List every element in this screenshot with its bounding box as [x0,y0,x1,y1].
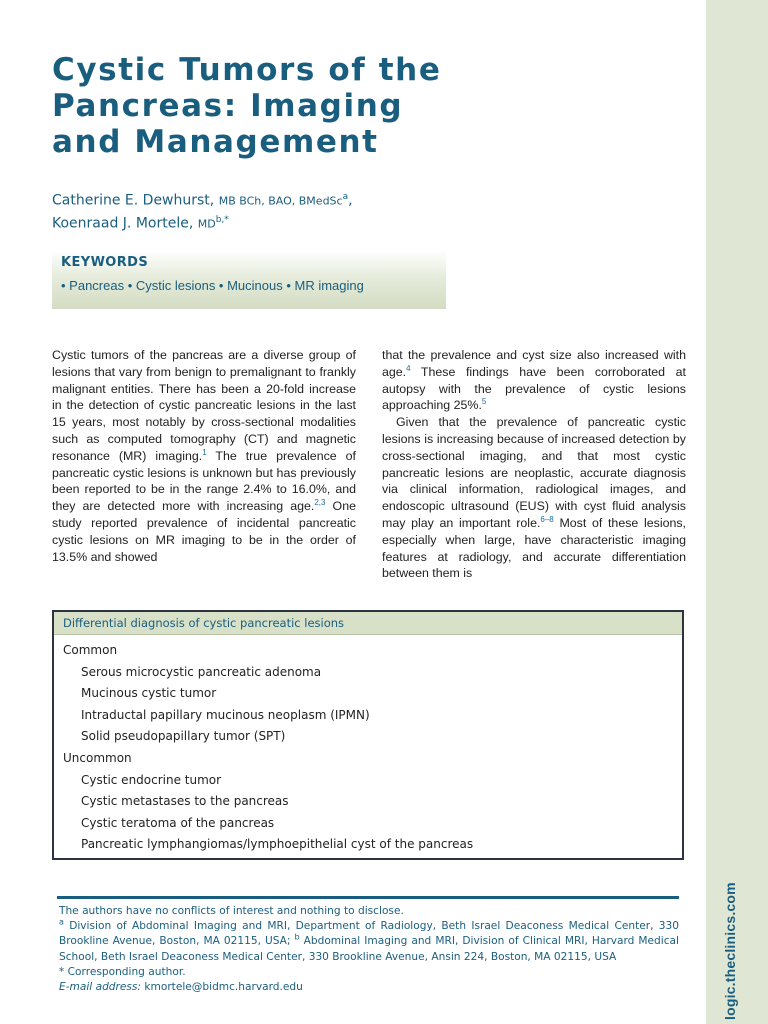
author-1-name: Catherine E. Dewhurst, [52,192,215,209]
reference-link[interactable]: 5 [481,397,487,407]
author-1-separator: , [348,192,353,209]
body-text: that the prevalence and cyst size also increased with age. [382,348,686,379]
author-2-affiliation-mark: b,* [215,214,229,225]
table-caption: Differential diagnosis of cystic pancreatic lesions [54,612,682,635]
journal-sidebar [706,0,768,1024]
title-line-3: and Management [52,124,379,160]
table-row: Solid pseudopapillary tumor (SPT) [81,729,286,744]
table-row: Cystic endocrine tumor [81,772,222,787]
body-text: One study reported prevalence of incidental pancreatic cystic lesions on MR imaging to be in the order of 13.5% and showed [52,499,356,564]
body-text: The true prevalence of pancreatic cystic lesions is unknown but has previously been reported to be in the range 2.4% to 16.0%, and they are detected more with increasing age. [52,448,356,514]
keywords-list: • Pancreas • Cystic lesions • Mucinous • MR imaging [61,278,364,293]
footnote-divider [57,896,679,899]
body-column-right [382,347,686,582]
journal-url[interactable]: logic.theclinics.com [722,882,738,1020]
title-line-1: Cystic Tumors of the [52,52,442,88]
author-2-degrees: MD [197,217,216,231]
table-row: Cystic teratoma of the pancreas [81,815,275,830]
affiliations [59,919,679,965]
keywords-heading: KEYWORDS [61,255,149,270]
email-line [59,980,679,995]
affiliation-mark-a: a [59,917,64,927]
table-row: Serous microcystic pancreatic adenoma [81,664,322,679]
affiliation-a: Division of Abdominal Imaging and MRI, Department of Radiology, Beth Israel Deaconess Medical Center, 330 Brookline Avenue, Boston, MA 02115, USA; [59,920,679,948]
footnotes [59,904,679,995]
reference-link[interactable]: 1 [202,447,207,457]
reference-link[interactable]: 2,3 [314,498,326,508]
corresponding-author: * Corresponding author. [59,965,186,978]
title-line-2: Pancreas: Imaging [52,88,404,124]
table-row: Cystic metastases to the pancreas [81,794,289,809]
body-text: These findings have been corroborated at autopsy with the prevalence of cystic lesions approaching 25%. [382,364,686,413]
table-row-group: Common [63,643,118,657]
email-link[interactable]: kmortele@bidmc.harvard.edu [141,981,303,994]
intro-paragraph-continued [382,347,686,414]
author-1-affiliation-mark: a [342,192,349,202]
author-1 [52,188,652,211]
body-text: Most of these lesions, especially when large, have characteristic imaging features at radiology, and accurate differentiation between them is [382,515,686,581]
keywords-box [52,250,446,309]
author-2 [52,211,652,234]
conflict-statement: The authors have no conflicts of interest and nothing to disclose. [59,905,404,917]
affiliation-b: Abdominal Imaging and MRI, Division of Clinical MRI, Harvard Medical School, Beth Israel Deaconess Medical Center, 330 Brookline Avenue, Ansin 224, Boston, MA 02115, USA [59,935,679,963]
table-row-group: Uncommon [63,750,132,765]
affiliation-mark-b: b [294,932,300,942]
email-label: E-mail address: [59,981,142,994]
differential-diagnosis-table [52,610,684,860]
author-2-name: Koenraad J. Mortele, [52,215,194,232]
second-paragraph [382,414,686,582]
table-body [54,635,682,856]
author-list [52,188,652,233]
body-text: Cystic tumors of the pancreas are a diverse group of lesions that vary from benign to premalignant to frankly malignant entities. There has been a 20-fold increase in the detection of cystic pancreatic lesions in the last 15 years, most notably by cross-sectional modalities such as computed tomography (CT) and magnetic resonance (MR) imaging. [52,348,356,463]
reference-link[interactable]: 6–8 [540,514,554,524]
intro-paragraph [52,347,356,565]
table-row: Pancreatic lymphangiomas/lymphoepithelial cyst of the pancreas [81,837,474,852]
body-column-left [52,347,356,565]
author-1-degrees: MB BCh, BAO, BMedSc [218,194,343,208]
reference-link[interactable]: 4 [406,363,411,373]
table-row: Intraductal papillary mucinous neoplasm (IPMN) [81,707,370,722]
article-title [52,52,652,160]
body-text: Given that the prevalence of pancreatic cystic lesions is increasing because of increased detection by cross-sectional imaging, and that most cystic pancreatic lesions are neoplastic, accurate diagnosis via clinical information, radiological images, and endoscopic ultrasound (EUS) with cyst fluid analysis may play an important role. [382,415,686,530]
table-row: Mucinous cystic tumor [81,686,217,701]
